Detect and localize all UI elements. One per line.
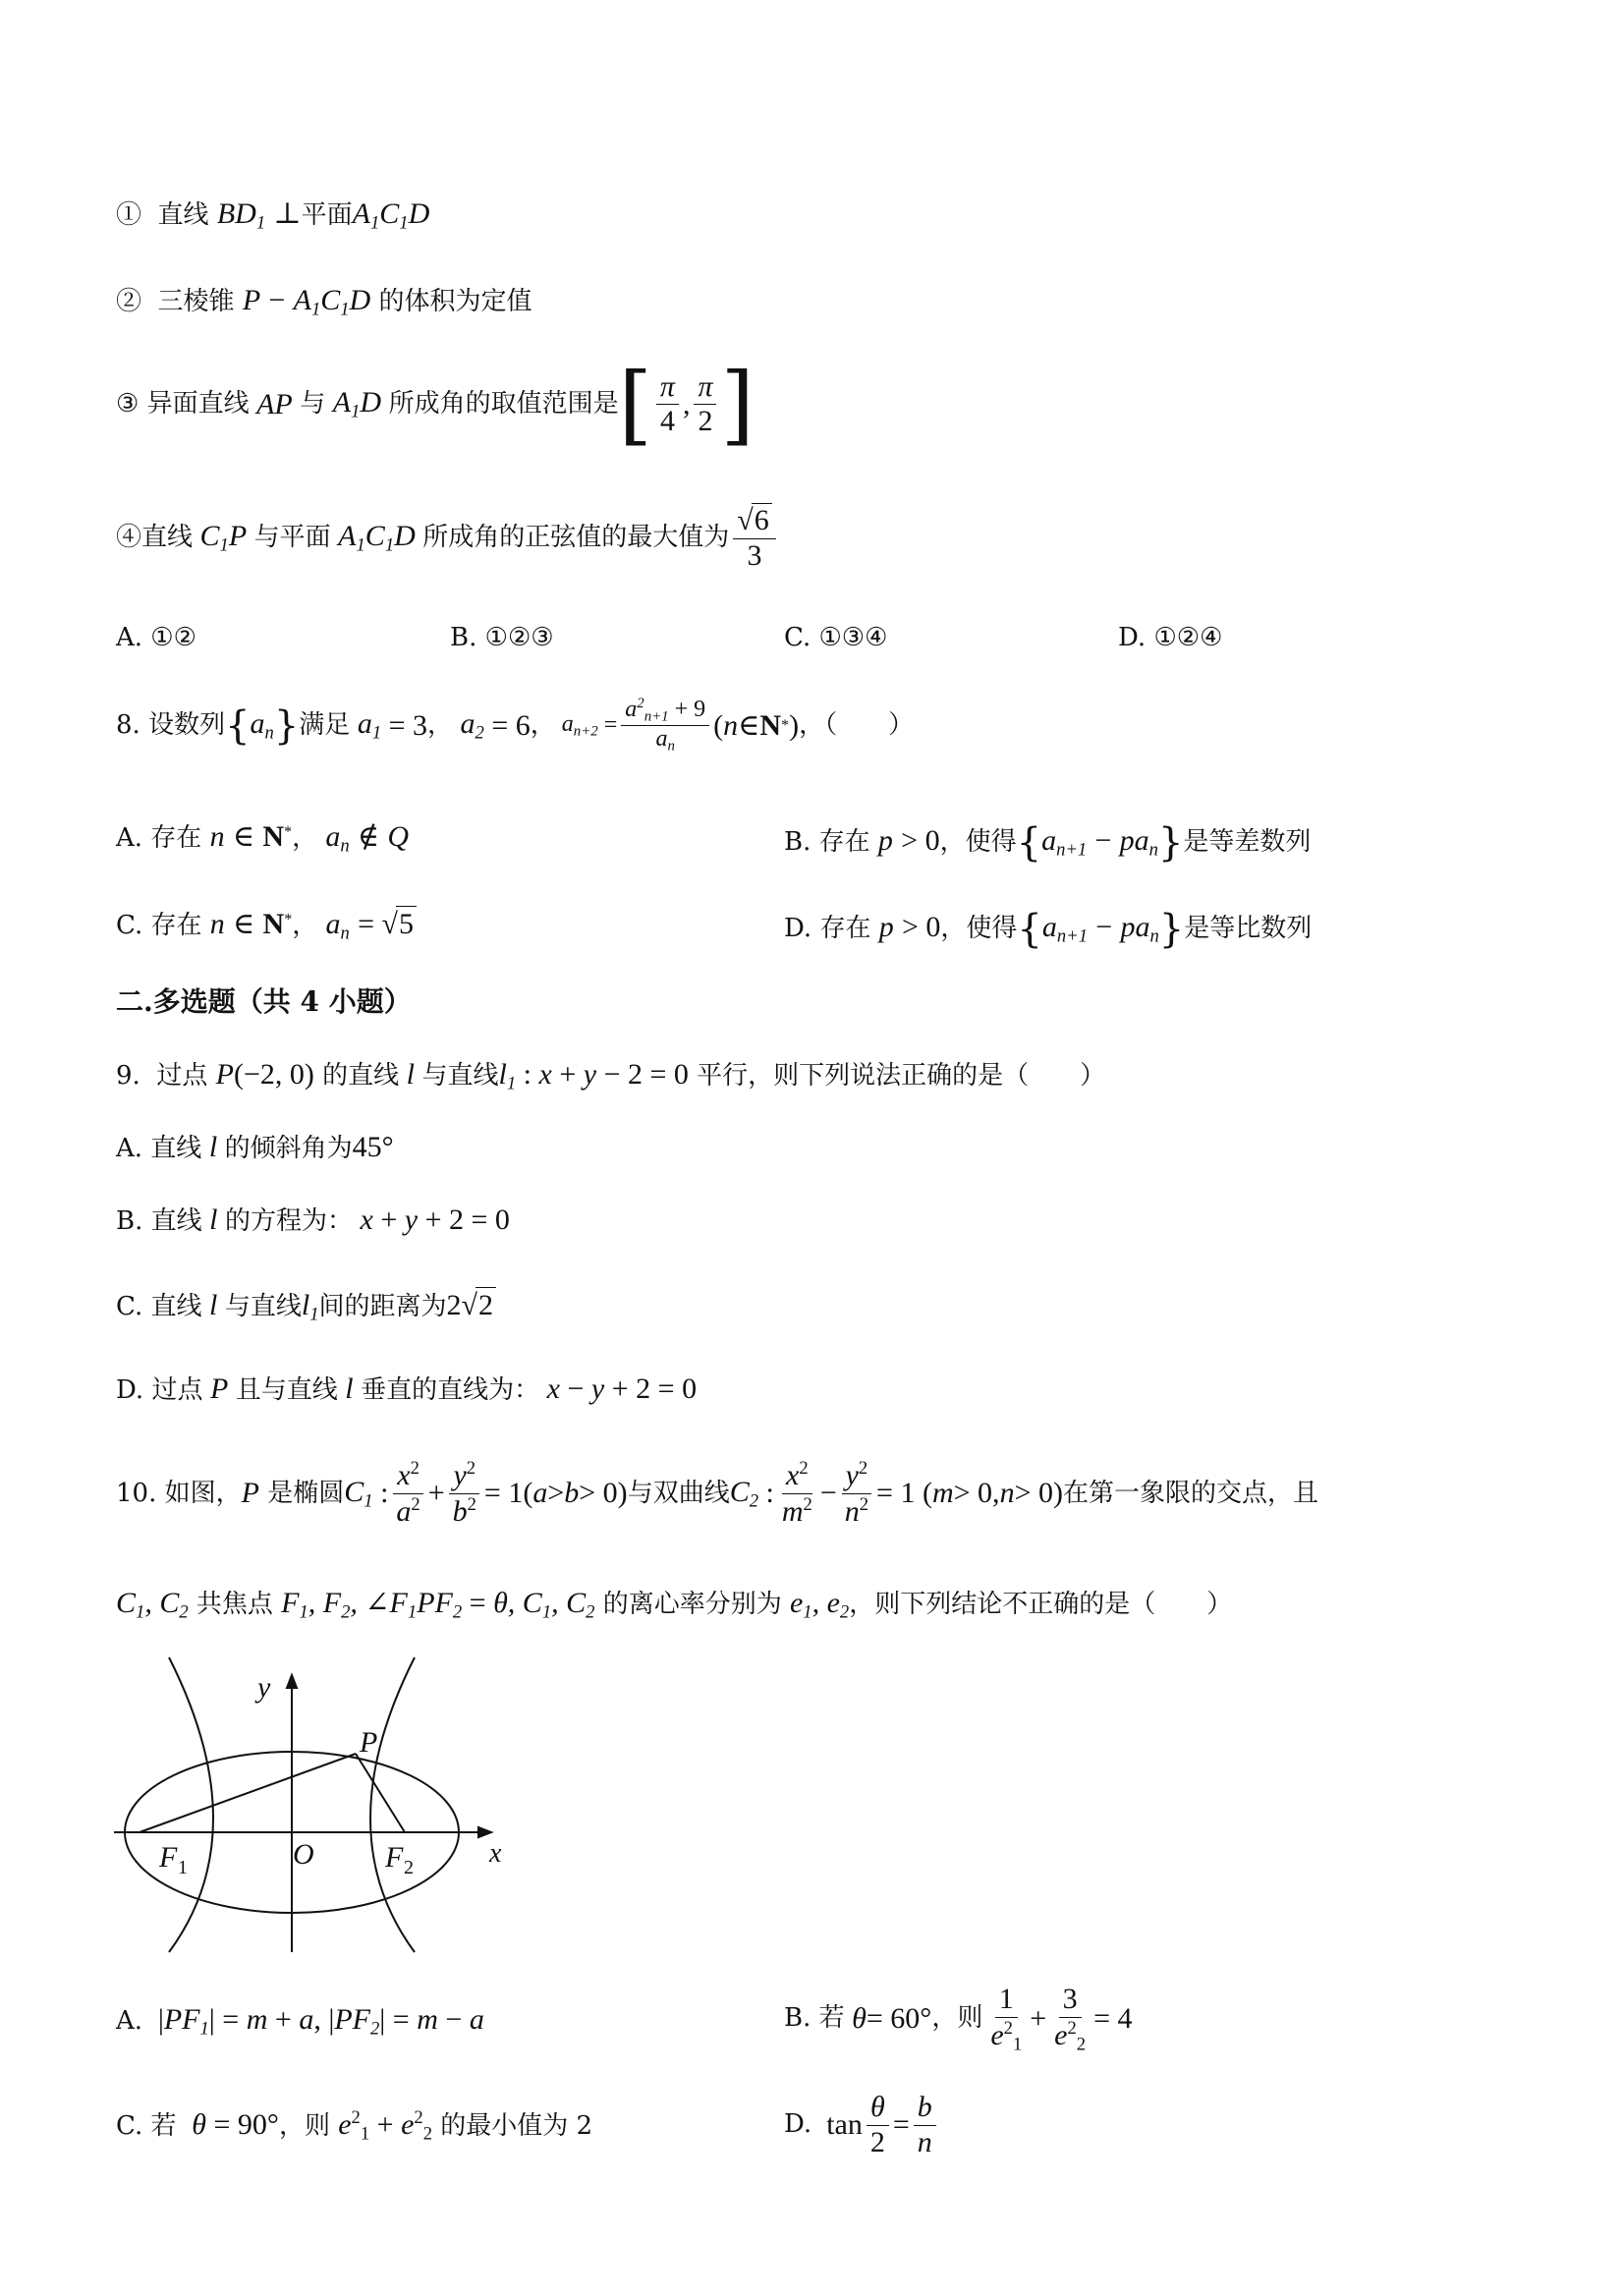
question-9: 9. 过点 P(−2, 0) 的直线 l 与直线$l_1$ : x + y − 2 = 0 平行，则下列说法正确的是（ ） xyxy=(116,1058,1106,1094)
question-8-text-b: 满足 xyxy=(299,709,351,740)
question-8: 8. 设数列 { $a_n$ } 满足 $a_1$ = 3 ， $a_2$ = 6 ， $a_{n+2}$ = $\frac{a^2_{n+1} + 9}{a_n}$ ( n ∈ N * ) ，（ ） xyxy=(116,696,915,755)
q10-option-a-label: A. xyxy=(116,2006,143,2036)
question-10-text-c: 与双曲线 xyxy=(627,1478,730,1508)
fraction-y2-n2: $\frac{y^2}{n^2}$ xyxy=(841,1458,872,1529)
q8-option-a: A. 存在 n ∈ N*， $a_n$ ∉ Q xyxy=(116,820,410,857)
q9-option-d: D. 过点 P 且与直线 l 垂直的直线为： x − y + 2 = 0 xyxy=(116,1372,698,1405)
q9-option-d-text-3: 垂直的直线为： xyxy=(361,1375,540,1405)
q8-option-c: C. 存在 n ∈ N*， $a_n = √5$ xyxy=(116,906,417,945)
q7-option-c: C. ①③④ xyxy=(784,623,888,652)
label-y: y xyxy=(257,1671,271,1704)
fraction-x2-m2: $\frac{x^2}{m^2}$ xyxy=(781,1458,812,1528)
q9-option-b-text: B. 直线 xyxy=(116,1206,202,1236)
y-axis-arrow xyxy=(287,1675,297,1688)
q9-option-c-text-2: 与直线 xyxy=(224,1292,302,1321)
fraction-theta-2: $\frac{\theta}{2}$ xyxy=(867,2091,889,2159)
statement-3-text-b: 与 xyxy=(300,389,326,419)
x-axis-arrow xyxy=(478,1827,491,1837)
q7-option-d: D. ①②④ xyxy=(1118,623,1223,652)
statement-3-text: 异面直线 xyxy=(146,389,250,419)
fraction-1-e1sq: $\frac{1}{e^2_1}$ xyxy=(990,1983,1023,2055)
question-9-text: 过点 xyxy=(156,1061,208,1091)
q10-option-b-text-2: ，则 xyxy=(931,2003,983,2034)
label-f1: F xyxy=(159,1841,178,1874)
fraction-pi-2: $\frac{\pi}{2}$ xyxy=(694,370,716,439)
ellipse-hyperbola-figure xyxy=(110,1655,503,1955)
fraction-sqrt6-3: $\frac{√6}{3}$ xyxy=(733,503,775,573)
q8-option-b-prefix: B. 存在 xyxy=(784,827,870,857)
q9-option-c: C. 直线 l 与直线$l_1$间的距离为2√2 xyxy=(116,1287,496,1326)
question-9-text-b: 的直线 xyxy=(322,1061,400,1091)
q9-option-a-text-2: 的倾斜角为 xyxy=(224,1134,353,1163)
question-10-text-f: 的离心率分别为 xyxy=(602,1590,782,1619)
statement-1-text-b: 平面 xyxy=(301,200,353,230)
question-10-number: 10. xyxy=(116,1478,157,1508)
q8-option-b: B. 存在 p > 0，使得$\{a_{n+1} - pa_n\}$是等差数列 xyxy=(784,820,1312,866)
q9-option-a: A. 直线 l 的倾斜角为45° xyxy=(116,1131,394,1163)
q8-option-a-mid: ， xyxy=(292,823,318,853)
statement-2: ② 三棱锥 $P - A_1C_1D$ 的体积为定值 xyxy=(116,284,532,320)
label-f2: F xyxy=(385,1841,404,1874)
q9-option-d-text-2: 且与直线 xyxy=(235,1375,338,1405)
q10-option-d: D. tan $\frac{\theta}{2}$ = $\frac{b}{n}$ xyxy=(784,2091,940,2159)
q9-option-b: B. 直线 l 的方程为： x + y + 2 = 0 xyxy=(116,1204,510,1236)
question-8-comma-1: ， xyxy=(427,709,454,740)
label-p: P xyxy=(360,1726,378,1759)
hyperbola-right-branch xyxy=(370,1657,415,1952)
statement-2-mark: ② xyxy=(116,287,142,316)
statement-3-mark: ③ xyxy=(116,389,140,419)
statement-4-text-b: 与平面 xyxy=(253,522,331,552)
question-9-number: 9. xyxy=(116,1061,140,1091)
q7-option-a: A. ①② xyxy=(116,623,196,652)
question-8-comma-2: ， xyxy=(530,709,556,740)
fraction-x2-a2: $\frac{x^2}{a^2}$ xyxy=(392,1458,423,1529)
statement-4-mark: ④直线 xyxy=(116,522,194,552)
statement-3-text-c: 所成角的取值范围是 xyxy=(388,389,619,419)
q10-option-b: B. 若 θ = 60° ，则 $\frac{1}{e^2_1}$ + $\frac{3}{e^2_2}$ = 4 xyxy=(784,1983,1133,2055)
statement-1-mark: ① xyxy=(116,200,142,230)
q9-option-b-text-2: 的方程为： xyxy=(224,1206,353,1236)
fraction-recurrence: $\frac{a^2_{n+1} + 9}{a_n}$ xyxy=(621,696,709,756)
bracket-right: ] xyxy=(720,354,755,455)
statement-4: ④直线 $C_1P$ 与平面 $A_1C_1D$ 所成角的正弦值的最大值为 $\frac{√6}{3}$ xyxy=(116,503,780,573)
statement-2-text: 三棱锥 xyxy=(157,287,235,316)
segment-pf1 xyxy=(140,1754,356,1832)
q8-option-c-prefix: C. 存在 xyxy=(116,911,202,940)
q10-option-c-text: C. 若 xyxy=(116,2111,177,2142)
q8-option-d-suffix: 是等比数列 xyxy=(1184,914,1313,943)
question-8-tail: ，（ ） xyxy=(799,709,915,740)
q9-option-a-text: A. 直线 xyxy=(116,1134,202,1163)
statement-4-text-c: 所成角的正弦值的最大值为 xyxy=(422,522,730,552)
question-10-text: 如图， xyxy=(164,1478,242,1508)
q8-option-d: D. 存在 p > 0，使得$\{a_{n+1} - pa_n\}$是等比数列 xyxy=(784,907,1313,952)
fraction-y2-b2: $\frac{y^2}{b^2}$ xyxy=(449,1458,480,1529)
q9-option-c-text: C. 直线 xyxy=(116,1292,202,1321)
q8-option-c-mid: ， xyxy=(292,911,318,940)
q8-option-d-mid: ，使得 xyxy=(940,914,1018,943)
question-9-text-d: 平行，则下列说法正确的是（ ） xyxy=(697,1061,1106,1091)
q10-option-c: C. 若 θ = 90°，则 $e^2_1 + e^2_2$ 的最小值为 2 xyxy=(116,2107,593,2145)
q8-option-d-prefix: D. 存在 xyxy=(784,914,871,943)
question-10-line-2: $C_1$, $C_2$ 共焦点 $F_1$, $F_2$, $\angle F_1PF_2 = \theta$, $C_1$, $C_2$ 的离心率分别为 $e_1$, $e_2$，则下列结论不正确的是（ ） xyxy=(116,1587,1233,1623)
q8-option-a-prefix: A. 存在 xyxy=(116,823,202,853)
hyperbola-left-branch xyxy=(169,1657,213,1952)
question-9-text-c: 与直线 xyxy=(421,1061,499,1091)
q10-option-d-label: D. xyxy=(784,2109,812,2140)
fraction-pi-4: $\frac{\pi}{4}$ xyxy=(656,370,679,439)
question-10-text-e: 共焦点 xyxy=(196,1590,273,1619)
statement-1: ① 直线 $BD_1$ ⊥平面$A_1C_1D$ xyxy=(116,197,430,234)
statement-1-text: 直线 xyxy=(157,200,209,230)
q9-option-d-text: D. 过点 xyxy=(116,1375,203,1405)
question-10: 10. 如图， P 是椭圆 $C_1$ : $\frac{x^2}{a^2}$ + $\frac{y^2}{b^2}$ = 1( a > b > 0) 与双曲线 $C_2$ : $\frac{x^2}{m^2}$ − $\frac{y^2}{n^2}$ = 1 ( m > 0, n > 0) 在第一象限的交点，且 xyxy=(116,1458,1318,1528)
question-10-text-g: ，则下列结论不正确的是（ ） xyxy=(849,1590,1233,1619)
q10-option-b-text: B. 若 xyxy=(784,2003,845,2034)
question-10-text-d: 在第一象限的交点，且 xyxy=(1062,1478,1318,1508)
fraction-3-e2sq: $\frac{3}{e^2_2}$ xyxy=(1054,1983,1087,2055)
fraction-b-n: $\frac{b}{n}$ xyxy=(914,2091,936,2159)
q8-option-b-suffix: 是等差数列 xyxy=(1183,827,1312,857)
label-x: x xyxy=(489,1838,502,1869)
q9-option-c-text-3: 间的距离为 xyxy=(318,1292,447,1321)
segment-pf2 xyxy=(356,1754,405,1832)
statement-3: ③ 异面直线 AP 与 $A_1D$ 所成角的取值范围是 [ $\frac{\pi}{4}$ , $\frac{\pi}{2}$ ] xyxy=(116,354,755,455)
question-8-text: 设数列 xyxy=(148,709,226,740)
question-8-number: 8. xyxy=(116,709,140,740)
q10-option-c-text-2: ，则 xyxy=(278,2111,330,2142)
q7-option-b: B. ①②③ xyxy=(450,623,554,652)
section-2-heading: 二.多选题（共 4 小题） xyxy=(116,985,412,1018)
q10-option-c-text-3: 的最小值为 2 xyxy=(440,2111,593,2142)
statement-2-text-b: 的体积为定值 xyxy=(378,287,532,316)
label-o: O xyxy=(293,1838,314,1871)
svg-text:2: 2 xyxy=(404,1857,414,1878)
question-10-text-b: 是椭圆 xyxy=(267,1478,345,1508)
q10-option-a: A. $|PF_1| = m + a$, $|PF_2| = m - a$ xyxy=(116,2003,484,2040)
svg-text:1: 1 xyxy=(178,1857,188,1878)
bracket-left: [ xyxy=(618,354,652,455)
q8-option-b-mid: ，使得 xyxy=(939,827,1017,857)
